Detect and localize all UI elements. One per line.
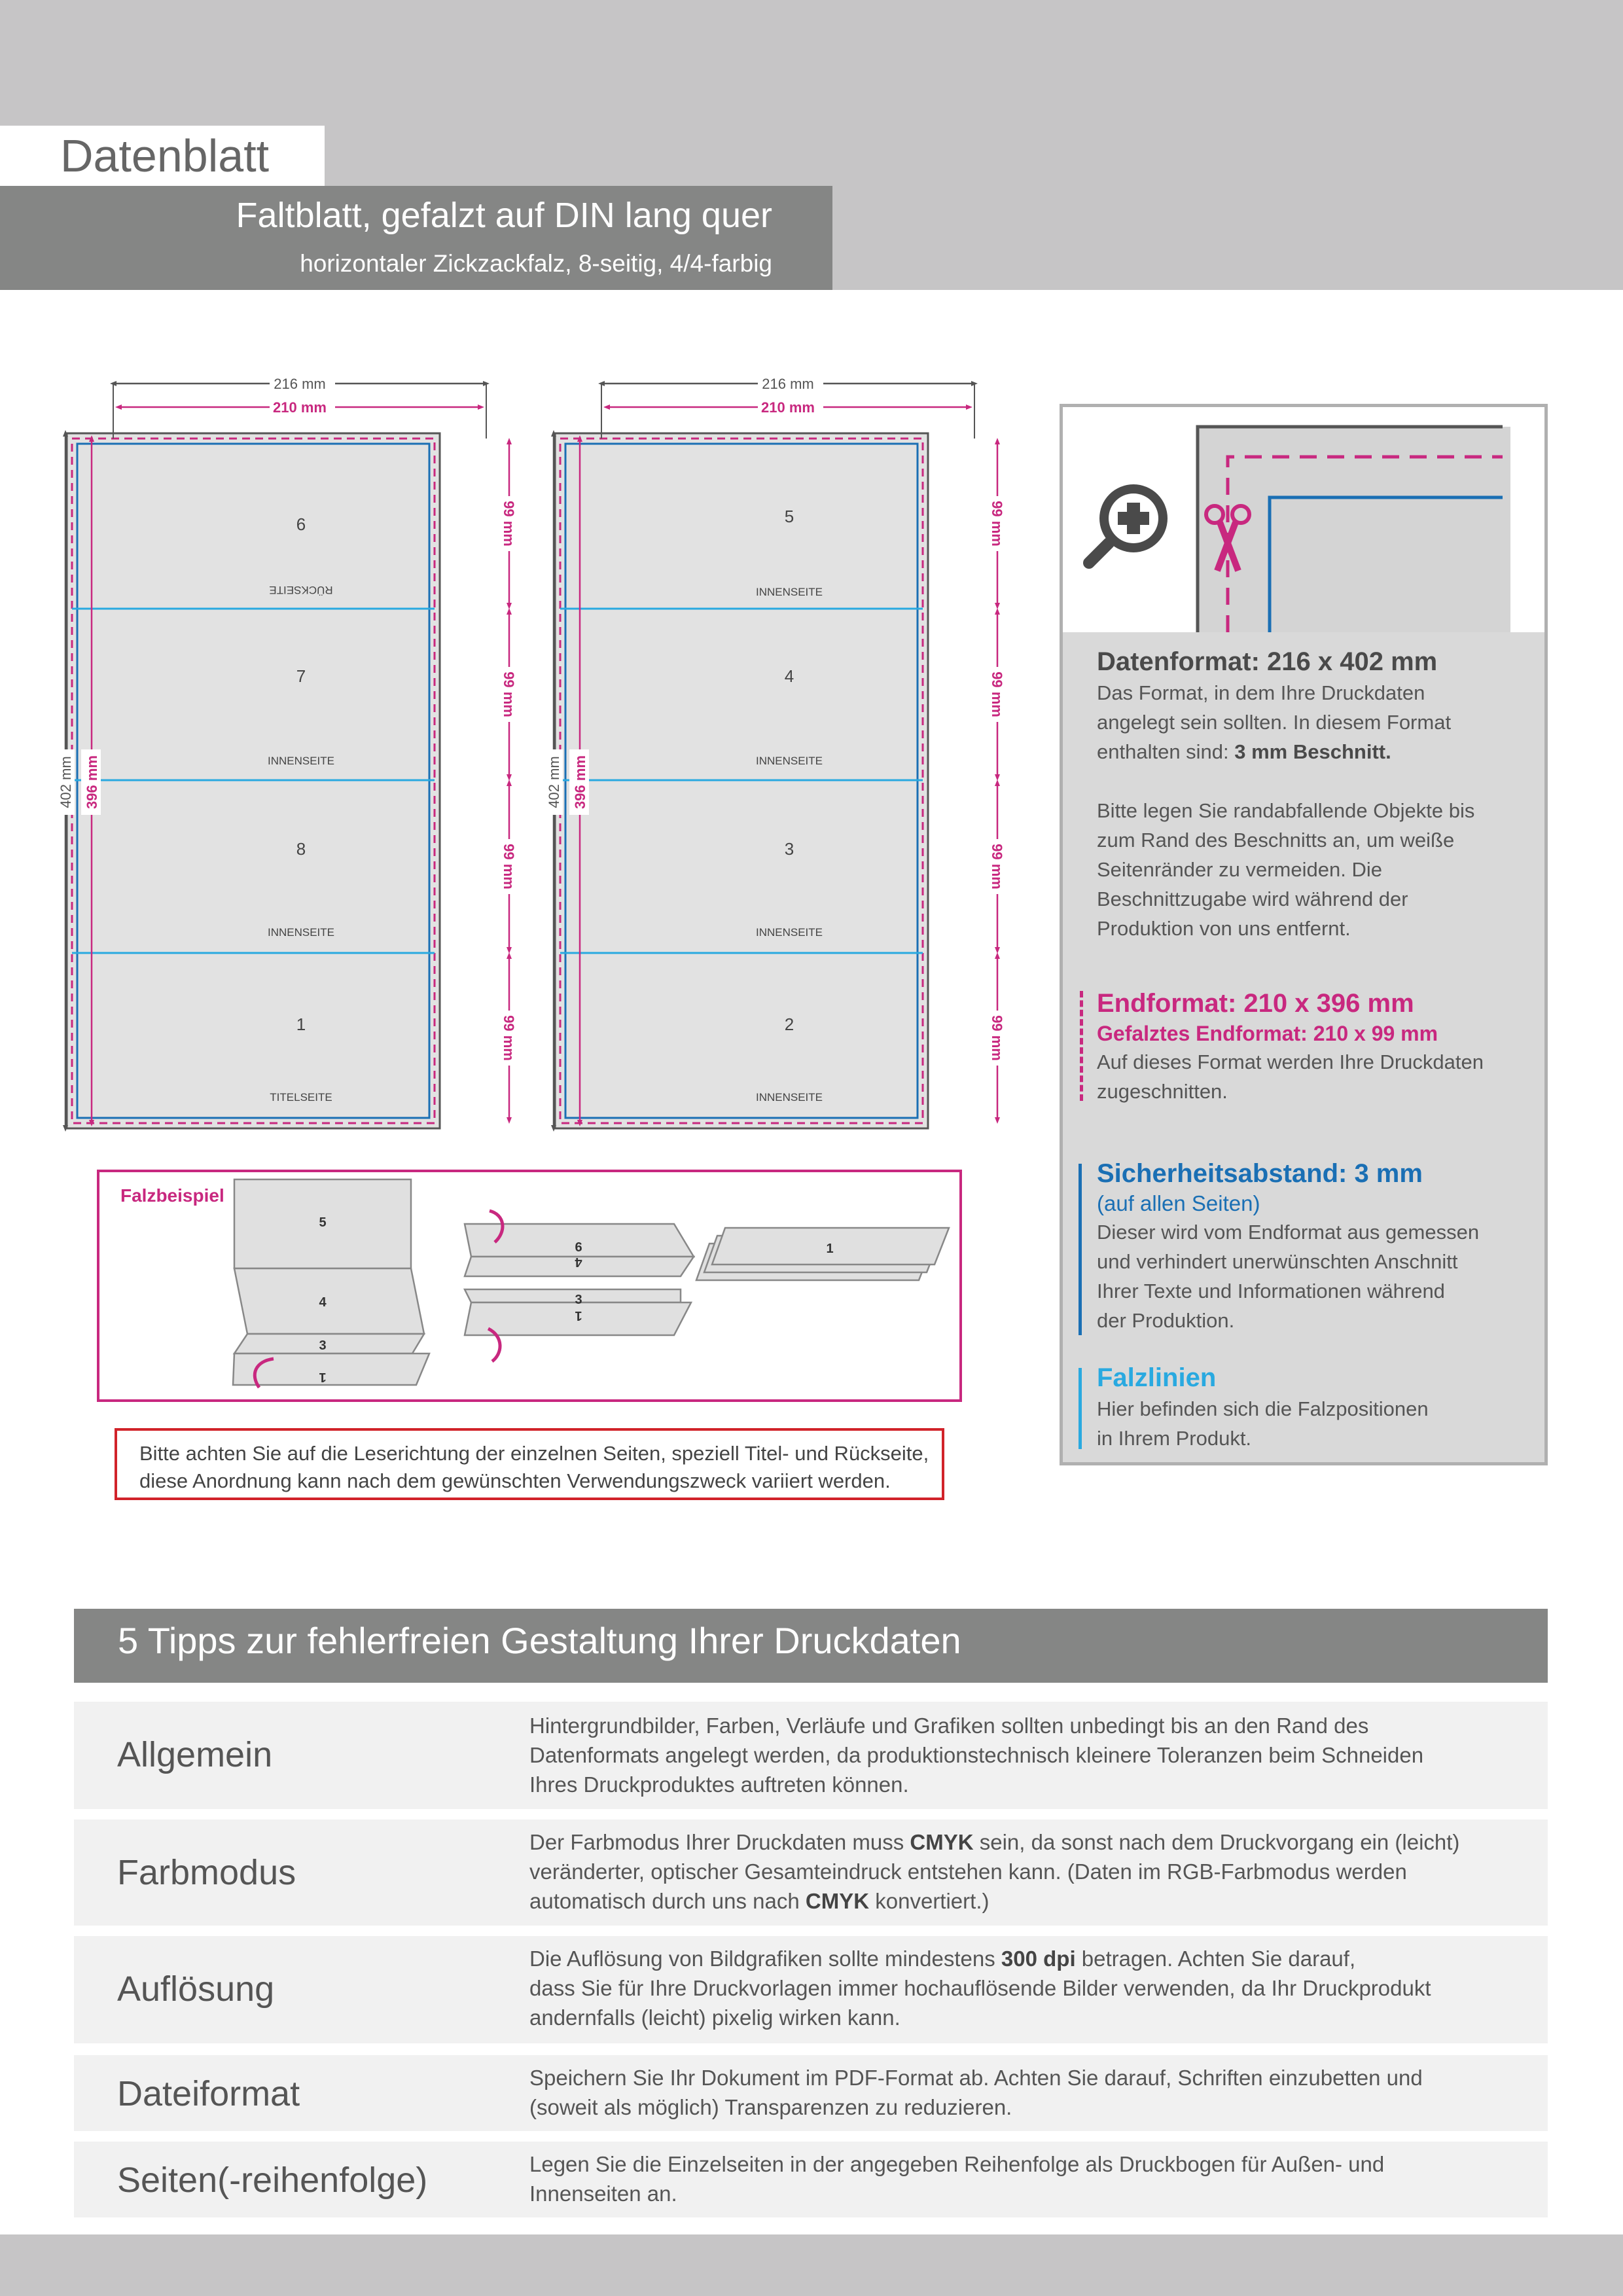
magnifier-plus-icon (1089, 484, 1168, 563)
dim-width-outer-left: 216 mm (274, 376, 326, 392)
tip-row-seiten (74, 2142, 1548, 2217)
tip-text-part: sein, da sonst nach dem Druckvorgang ein (leicht) (973, 1830, 1460, 1854)
fold-stage2-page: 3 (575, 1293, 582, 1307)
tip-text-bold: 300 dpi (1001, 1946, 1076, 1971)
zoom-detail-graphic (1063, 407, 1544, 632)
tip-text (529, 1944, 1531, 2032)
tip-text-line: veränderter, optischer Gesamteindruck entstehen kann. (Daten im RGB-Farbmodus werden (529, 1859, 1407, 1884)
datenformat-line (1097, 737, 1535, 766)
dim-panel-right-3: 99 mm (989, 844, 1005, 889)
tip-text (529, 2149, 1531, 2208)
falz-title: Falzlinien (1097, 1363, 1217, 1392)
dim-panel-right-4: 99 mm (989, 1015, 1005, 1061)
panel-number-right-4: 2 (784, 1014, 794, 1034)
bleed-hint-line: Produktion von uns entfernt. (1097, 917, 1351, 940)
datenformat-line: Das Format, in dem Ihre Druckdaten (1097, 681, 1425, 704)
tip-text-line: (soweit als möglich) Transparenzen zu reduzieren. (529, 2095, 1012, 2119)
tip-label: Farbmodus (117, 1853, 296, 1892)
tip-row-dateiformat (74, 2055, 1548, 2131)
tip-text-part: automatisch durch uns nach (529, 1889, 806, 1913)
panel-number-left-2: 7 (296, 666, 306, 686)
tip-text-line (529, 1827, 1531, 1857)
tip-text (529, 1711, 1531, 1799)
datenformat-section (1097, 645, 1535, 943)
footer-band (0, 2234, 1623, 2296)
tip-text-bold: CMYK (910, 1830, 974, 1854)
fold-stage1-page: 1 (319, 1370, 327, 1384)
dim-height-outer-right: 402 mm (546, 756, 562, 808)
endformat-marker (1080, 991, 1083, 1101)
dim-width-outer-right: 216 mm (762, 376, 814, 392)
bleed-hint-line: Seitenränder zu vermeiden. Die (1097, 858, 1382, 881)
tip-text-line: Legen Sie die Einzelseiten in der angegeben Reihenfolge als Druckbogen für Außen- und (529, 2152, 1385, 2176)
sicherheit-sub: (auf allen Seiten) (1097, 1191, 1260, 1215)
endformat-folded: Gefalztes Endformat: 210 x 99 mm (1097, 1022, 1438, 1045)
datenformat-bleed: 3 mm Beschnitt. (1234, 740, 1391, 763)
dim-height-outer-left: 402 mm (58, 756, 74, 808)
falz-line: in Ihrem Produkt. (1097, 1427, 1252, 1450)
dim-panel-left-4: 99 mm (501, 1015, 517, 1061)
bleed-hint-line: zum Rand des Beschnitts an, um weiße (1097, 829, 1455, 852)
tip-text (529, 1827, 1531, 1916)
endformat-title: Endformat: 210 x 396 mm (1097, 989, 1414, 1018)
tip-label: Seiten(-reihenfolge) (117, 2161, 428, 2200)
panel-label-left-1: RÜCKSEITE (269, 584, 333, 596)
falz-section (1097, 1361, 1535, 1453)
fold-stage3-page: 1 (826, 1242, 834, 1256)
panel-number-left-4: 1 (296, 1014, 306, 1034)
reading-direction-note (115, 1428, 944, 1500)
tip-text-part: Die Auflösung von Bildgrafiken sollte mindestens (529, 1946, 1001, 1971)
note-line: diese Anordnung kann nach dem gewünschten Verwendungszweck variiert werden. (139, 1469, 891, 1492)
dim-width-inner-right: 210 mm (761, 399, 815, 416)
layout-diagrams (0, 353, 1021, 1152)
sicherheit-line: und verhindert unerwünschten Anschnitt (1097, 1250, 1458, 1273)
datenformat-title: Datenformat: 216 x 402 mm (1097, 647, 1438, 676)
endformat-line: zugeschnitten. (1097, 1080, 1228, 1103)
tip-label: Dateiformat (117, 2074, 300, 2113)
sicherheit-line: der Produktion. (1097, 1309, 1235, 1332)
dim-width-inner-left: 210 mm (273, 399, 327, 416)
tip-text-line: Innenseiten an. (529, 2181, 677, 2206)
dim-height-inner-right: 396 mm (572, 755, 588, 809)
falz-line: Hier befinden sich die Falzpositionen (1097, 1397, 1429, 1420)
dim-panel-right-2: 99 mm (989, 672, 1005, 717)
tip-text-line: andernfalls (leicht) pixelig wirken kann. (529, 2005, 901, 2030)
panel-label-right-4: INNENSEITE (755, 1091, 823, 1103)
fold-stage2-page: 9 (575, 1239, 582, 1253)
tip-label: Auflösung (117, 1969, 275, 2009)
tip-text-line (529, 1886, 1531, 1916)
tips-title: 5 Tipps zur fehlerfreien Gestaltung Ihrer Druckdaten (118, 1620, 961, 1661)
page-title: Datenblatt (60, 130, 270, 181)
product-subtitle: horizontaler Zickzackfalz, 8-seitig, 4/4-farbig (300, 250, 772, 277)
tip-text-line: dass Sie für Ihre Druckvorlagen immer hochauflösende Bilder verwenden, da Ihr Druckprodukt (529, 1976, 1431, 2000)
fold-example-label: Falzbeispiel (120, 1185, 224, 1206)
fold-marker (1079, 1368, 1082, 1449)
dim-panel-left-3: 99 mm (501, 844, 517, 889)
tip-text-bold: CMYK (805, 1889, 870, 1913)
datenformat-line: angelegt sein sollten. In diesem Format (1097, 711, 1452, 734)
note-line: Bitte achten Sie auf die Leserichtung der einzelnen Seiten, speziell Titel- und Rückseite, (139, 1442, 929, 1465)
product-title: Faltblatt, gefalzt auf DIN lang quer (236, 196, 772, 235)
safety-marker (1079, 1164, 1082, 1335)
sicherheit-section (1097, 1157, 1535, 1335)
datenformat-tail: enthalten sind: (1097, 740, 1235, 763)
tip-label: Allgemein (117, 1735, 273, 1774)
endformat-section (1097, 987, 1535, 1106)
tip-text-part: Der Farbmodus Ihrer Druckdaten muss (529, 1830, 910, 1854)
tip-row-farbmodus (74, 1820, 1548, 1926)
panel-label-left-3: INNENSEITE (267, 926, 335, 939)
tip-text-line: Hintergrundbilder, Farben, Verläufe und Grafiken sollten unbedingt bis an den Rand des (529, 1713, 1369, 1738)
dim-panel-right-1: 99 mm (989, 501, 1005, 547)
fold-example-graphic (105, 1172, 955, 1401)
tip-text-part: betragen. Achten Sie darauf, (1075, 1946, 1356, 1971)
panel-number-right-3: 3 (784, 839, 794, 859)
bleed-hint-line: Bitte legen Sie randabfallende Objekte bis (1097, 799, 1475, 822)
panel-number-right-1: 5 (784, 507, 794, 526)
sicherheit-title: Sicherheitsabstand: 3 mm (1097, 1159, 1423, 1188)
fold-stage2-page: 4 (575, 1255, 582, 1269)
dim-panel-left-1: 99 mm (501, 501, 517, 547)
tip-text-line (529, 1944, 1531, 1973)
panel-number-right-2: 4 (784, 666, 794, 686)
tip-text-line: Ihres Druckproduktes auftreten können. (529, 1772, 909, 1797)
fold-stage1-page: 5 (319, 1215, 327, 1230)
panel-label-left-4: TITELSEITE (270, 1091, 332, 1103)
panel-label-right-3: INNENSEITE (755, 926, 823, 939)
dim-panel-left-2: 99 mm (501, 672, 517, 717)
tip-row-allgemein (74, 1702, 1548, 1809)
endformat-line: Auf dieses Format werden Ihre Druckdaten (1097, 1050, 1484, 1073)
fold-stage1-page: 3 (319, 1338, 327, 1353)
panel-label-right-1: INNENSEITE (755, 586, 823, 598)
panel-label-left-2: INNENSEITE (267, 755, 335, 767)
sicherheit-line: Dieser wird vom Endformat aus gemessen (1097, 1221, 1480, 1244)
tip-text-line: Speichern Sie Ihr Dokument im PDF-Format ab. Achten Sie darauf, Schriften einzubetten und (529, 2066, 1423, 2090)
fold-stage2-page: 1 (575, 1308, 582, 1323)
panel-number-left-1: 9 (296, 514, 306, 534)
panel-label-right-2: INNENSEITE (755, 755, 823, 767)
dim-height-inner-left: 396 mm (84, 755, 100, 809)
tip-text-part: konvertiert.) (869, 1889, 990, 1913)
fold-stage1-page: 4 (319, 1295, 327, 1310)
tip-row-aufloesung (74, 1936, 1548, 2043)
tip-text-line: Datenformats angelegt werden, da produktionstechnisch kleinere Toleranzen beim Schneiden (529, 1743, 1424, 1767)
bleed-hint-line: Beschnittzugabe wird während der (1097, 888, 1408, 910)
panel-number-left-3: 8 (296, 839, 306, 859)
tip-text (529, 2063, 1531, 2122)
sicherheit-line: Ihrer Texte und Informationen während (1097, 1280, 1445, 1302)
